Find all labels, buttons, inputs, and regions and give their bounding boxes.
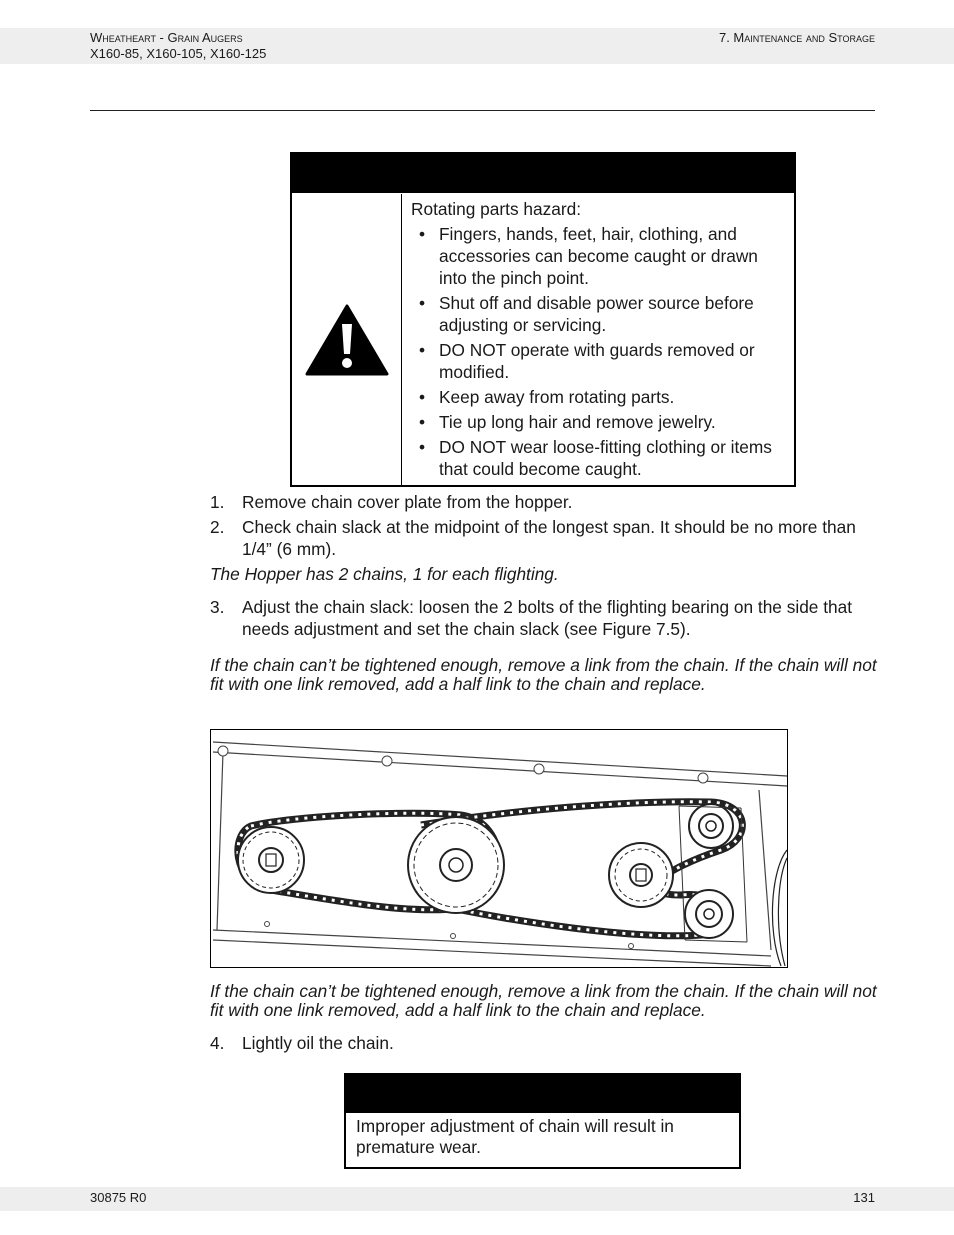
- sprocket-upper-right: [689, 804, 733, 848]
- header-product-name: Wheatheart - Grain Augers: [90, 30, 243, 45]
- warning-bullet: • Tie up long hair and remove jewelry.: [411, 411, 786, 433]
- warning-box: [290, 152, 796, 487]
- chain-drive-illustration: [211, 730, 787, 967]
- warning-icon-cell: [292, 194, 402, 485]
- header-rule: [90, 110, 875, 111]
- footer-document-number: 30875 R0: [90, 1190, 147, 1205]
- header-left: [90, 30, 266, 62]
- step-number: 2.: [210, 517, 225, 537]
- note-chain-link: If the chain can’t be tightened enough, remove a link from the chain. If the chain will not fit with one link removed, add a half link to the chain and replace.: [210, 655, 877, 694]
- warning-bullet: • Keep away from rotating parts.: [411, 386, 786, 408]
- notice-text: Improper adjustment of chain will result in premature wear.: [356, 1116, 674, 1157]
- step-1: [210, 491, 875, 513]
- warning-bullet-list: [411, 223, 786, 480]
- warning-bullet: • DO NOT wear loose-fitting clothing or items that could become caught.: [411, 436, 786, 480]
- sprocket-right-lower-small: [609, 843, 673, 907]
- sprocket-middle: [408, 817, 504, 913]
- warning-bullet: • DO NOT operate with guards removed or modified.: [411, 339, 786, 383]
- warning-text: [402, 194, 794, 485]
- step-text: Check chain slack at the midpoint of the longest span. It should be no more than 1/4” (6 mm).: [242, 517, 856, 559]
- warning-triangle-icon: [305, 304, 389, 376]
- chain-drive-figure: [210, 729, 788, 968]
- notice-box: [344, 1073, 741, 1169]
- step-number: 4.: [210, 1033, 225, 1053]
- warning-body: [292, 194, 794, 485]
- footer-page-number: 131: [853, 1190, 875, 1205]
- step-text: Remove chain cover plate from the hopper.: [242, 492, 573, 512]
- warning-bullet: • Shut off and disable power source before adjusting or servicing.: [411, 292, 786, 336]
- wheel-edge: [772, 850, 787, 966]
- step-2: [210, 516, 875, 560]
- step-number: 3.: [210, 597, 225, 617]
- sprocket-left: [238, 827, 304, 893]
- warning-bullet: • Fingers, hands, feet, hair, clothing, and accessories can become caught or drawn into the pinch point.: [411, 223, 786, 289]
- note-chain-link-repeat: If the chain can’t be tightened enough, remove a link from the chain. If the chain will not fit with one link removed, add a half link to the chain and replace.: [210, 981, 877, 1020]
- step-4: [210, 1032, 875, 1054]
- header-model-numbers: X160-85, X160-105, X160-125: [90, 46, 267, 61]
- header-section-title: 7. Maintenance and Storage: [718, 30, 875, 45]
- warning-header-bar: [292, 154, 794, 193]
- warning-intro: Rotating parts hazard:: [411, 199, 582, 219]
- sprocket-lower-right: [685, 890, 733, 938]
- step-number: 1.: [210, 492, 225, 512]
- step-text: Lightly oil the chain.: [242, 1033, 394, 1053]
- step-text: Adjust the chain slack: loosen the 2 bolts of the flighting bearing on the side that needs adjustment and set the chain slack (see Figure 7.5).: [242, 597, 853, 639]
- notice-header-bar: [346, 1075, 739, 1113]
- step-3: [210, 596, 875, 640]
- note-hopper-chains: The Hopper has 2 chains, 1 for each flighting.: [210, 564, 559, 584]
